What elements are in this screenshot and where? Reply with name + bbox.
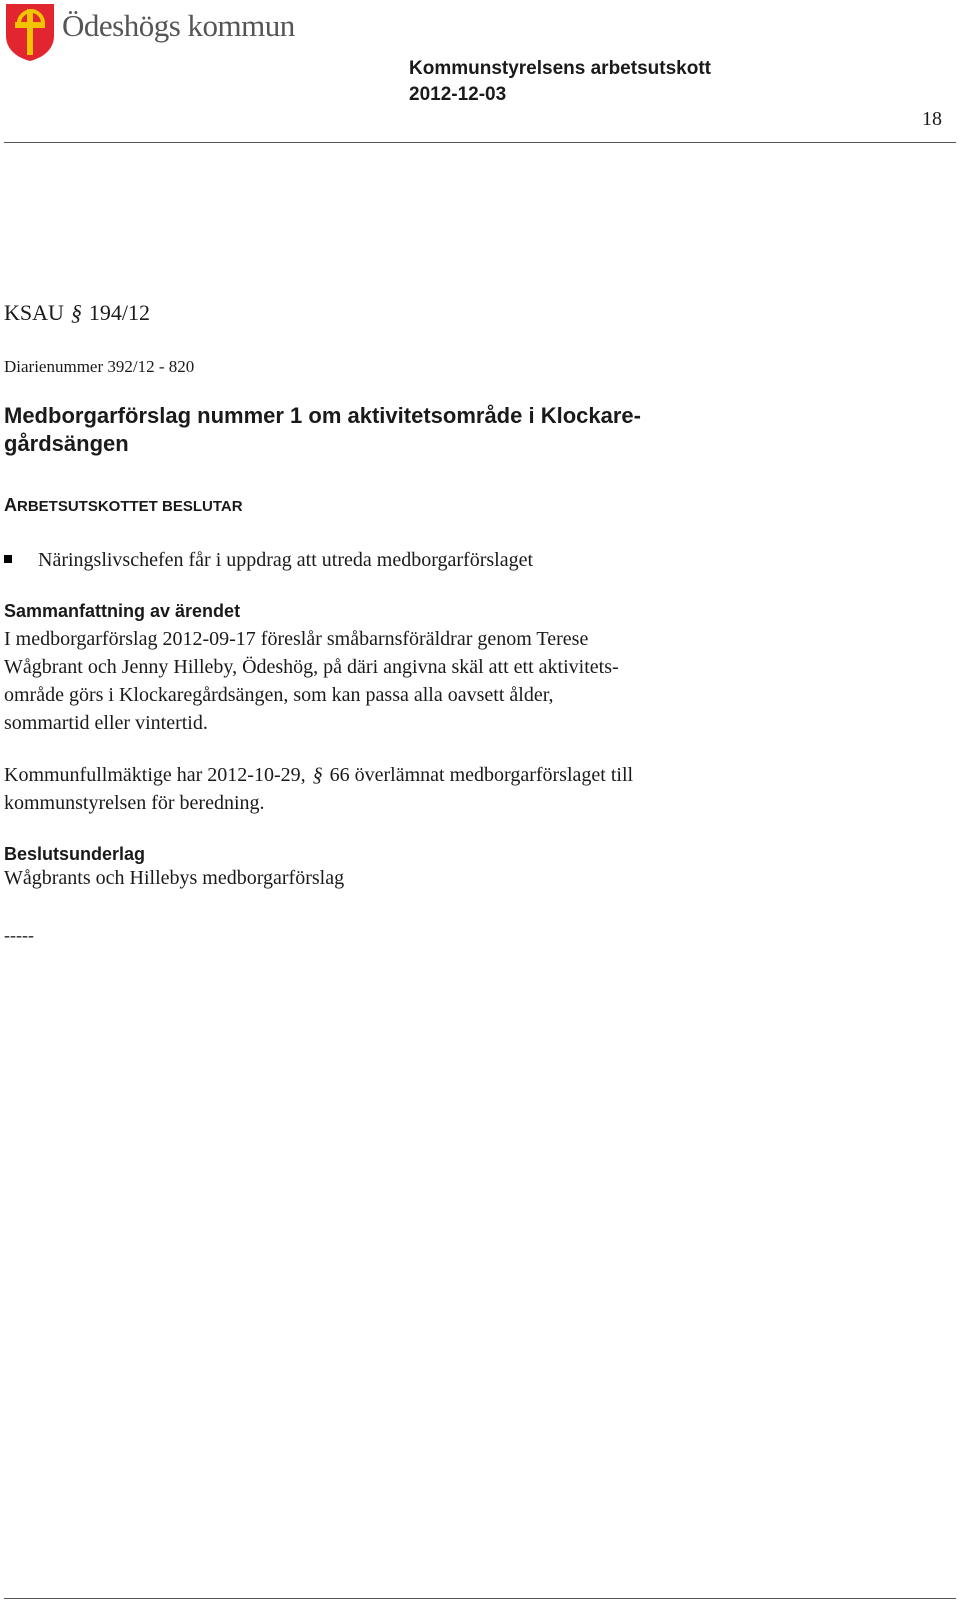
logo-text: Ödeshögs kommun (62, 8, 295, 43)
decision-heading-rest: RBETSUTSKOTTET BESLUTAR (17, 498, 243, 515)
title-line-2: gårdsängen (4, 431, 129, 456)
footer-divider (4, 1598, 956, 1599)
end-marker: ----- (4, 925, 34, 945)
bullet-icon (4, 555, 12, 563)
page-number: 18 (922, 108, 942, 130)
title-line-1: Medborgarförslag nummer 1 om aktivitetsområde i Klockare- (4, 403, 641, 428)
referral-paragraph (4, 761, 764, 817)
page-title (4, 403, 641, 457)
summary-line: I medborgarförslag 2012-09-17 föreslår småbarnsföräldrar genom Terese (4, 628, 589, 650)
summary-heading: Sammanfattning av ärendet (4, 601, 241, 621)
referral-line (4, 761, 764, 789)
basis-heading: Beslutsunderlag (4, 844, 146, 864)
municipality-logo (4, 2, 56, 67)
decision-text: Näringslivschefen får i uppdrag att utreda medborgarförslaget (38, 549, 533, 571)
summary-line: sommartid eller vintertid. (4, 712, 208, 734)
header-divider (4, 142, 956, 143)
ksau-reference (4, 300, 150, 326)
ksau-prefix: KSAU (4, 300, 64, 325)
referral-text-before: Kommunfullmäktige har 2012-10-29, (4, 764, 306, 786)
committee-name: Kommunstyrelsens arbetsutskott (409, 58, 711, 79)
referral-text-after: 66 överlämnat medborgarförslaget till (329, 764, 634, 786)
diarienummer: Diarienummer 392/12 - 820 (4, 357, 195, 376)
basis-text: Wågbrants och Hillebys medborgarförslag (4, 867, 345, 889)
section-symbol: § (312, 764, 323, 786)
section-symbol: § (70, 300, 82, 325)
summary-line: område görs i Klockaregårdsängen, som kan passa alla oavsett ålder, (4, 684, 554, 706)
decision-heading-initial: A (4, 495, 17, 515)
decision-heading (4, 495, 243, 516)
meeting-date: 2012-12-03 (409, 84, 507, 105)
ksau-number: 194/12 (88, 300, 151, 325)
referral-line: kommunstyrelsen för beredning. (4, 792, 265, 814)
coat-of-arms-icon (4, 2, 56, 62)
decision-list-item (4, 549, 533, 572)
summary-paragraph (4, 625, 764, 737)
summary-line: Wågbrant och Jenny Hilleby, Ödeshög, på däri angivna skäl att ett aktivitets- (4, 656, 619, 678)
